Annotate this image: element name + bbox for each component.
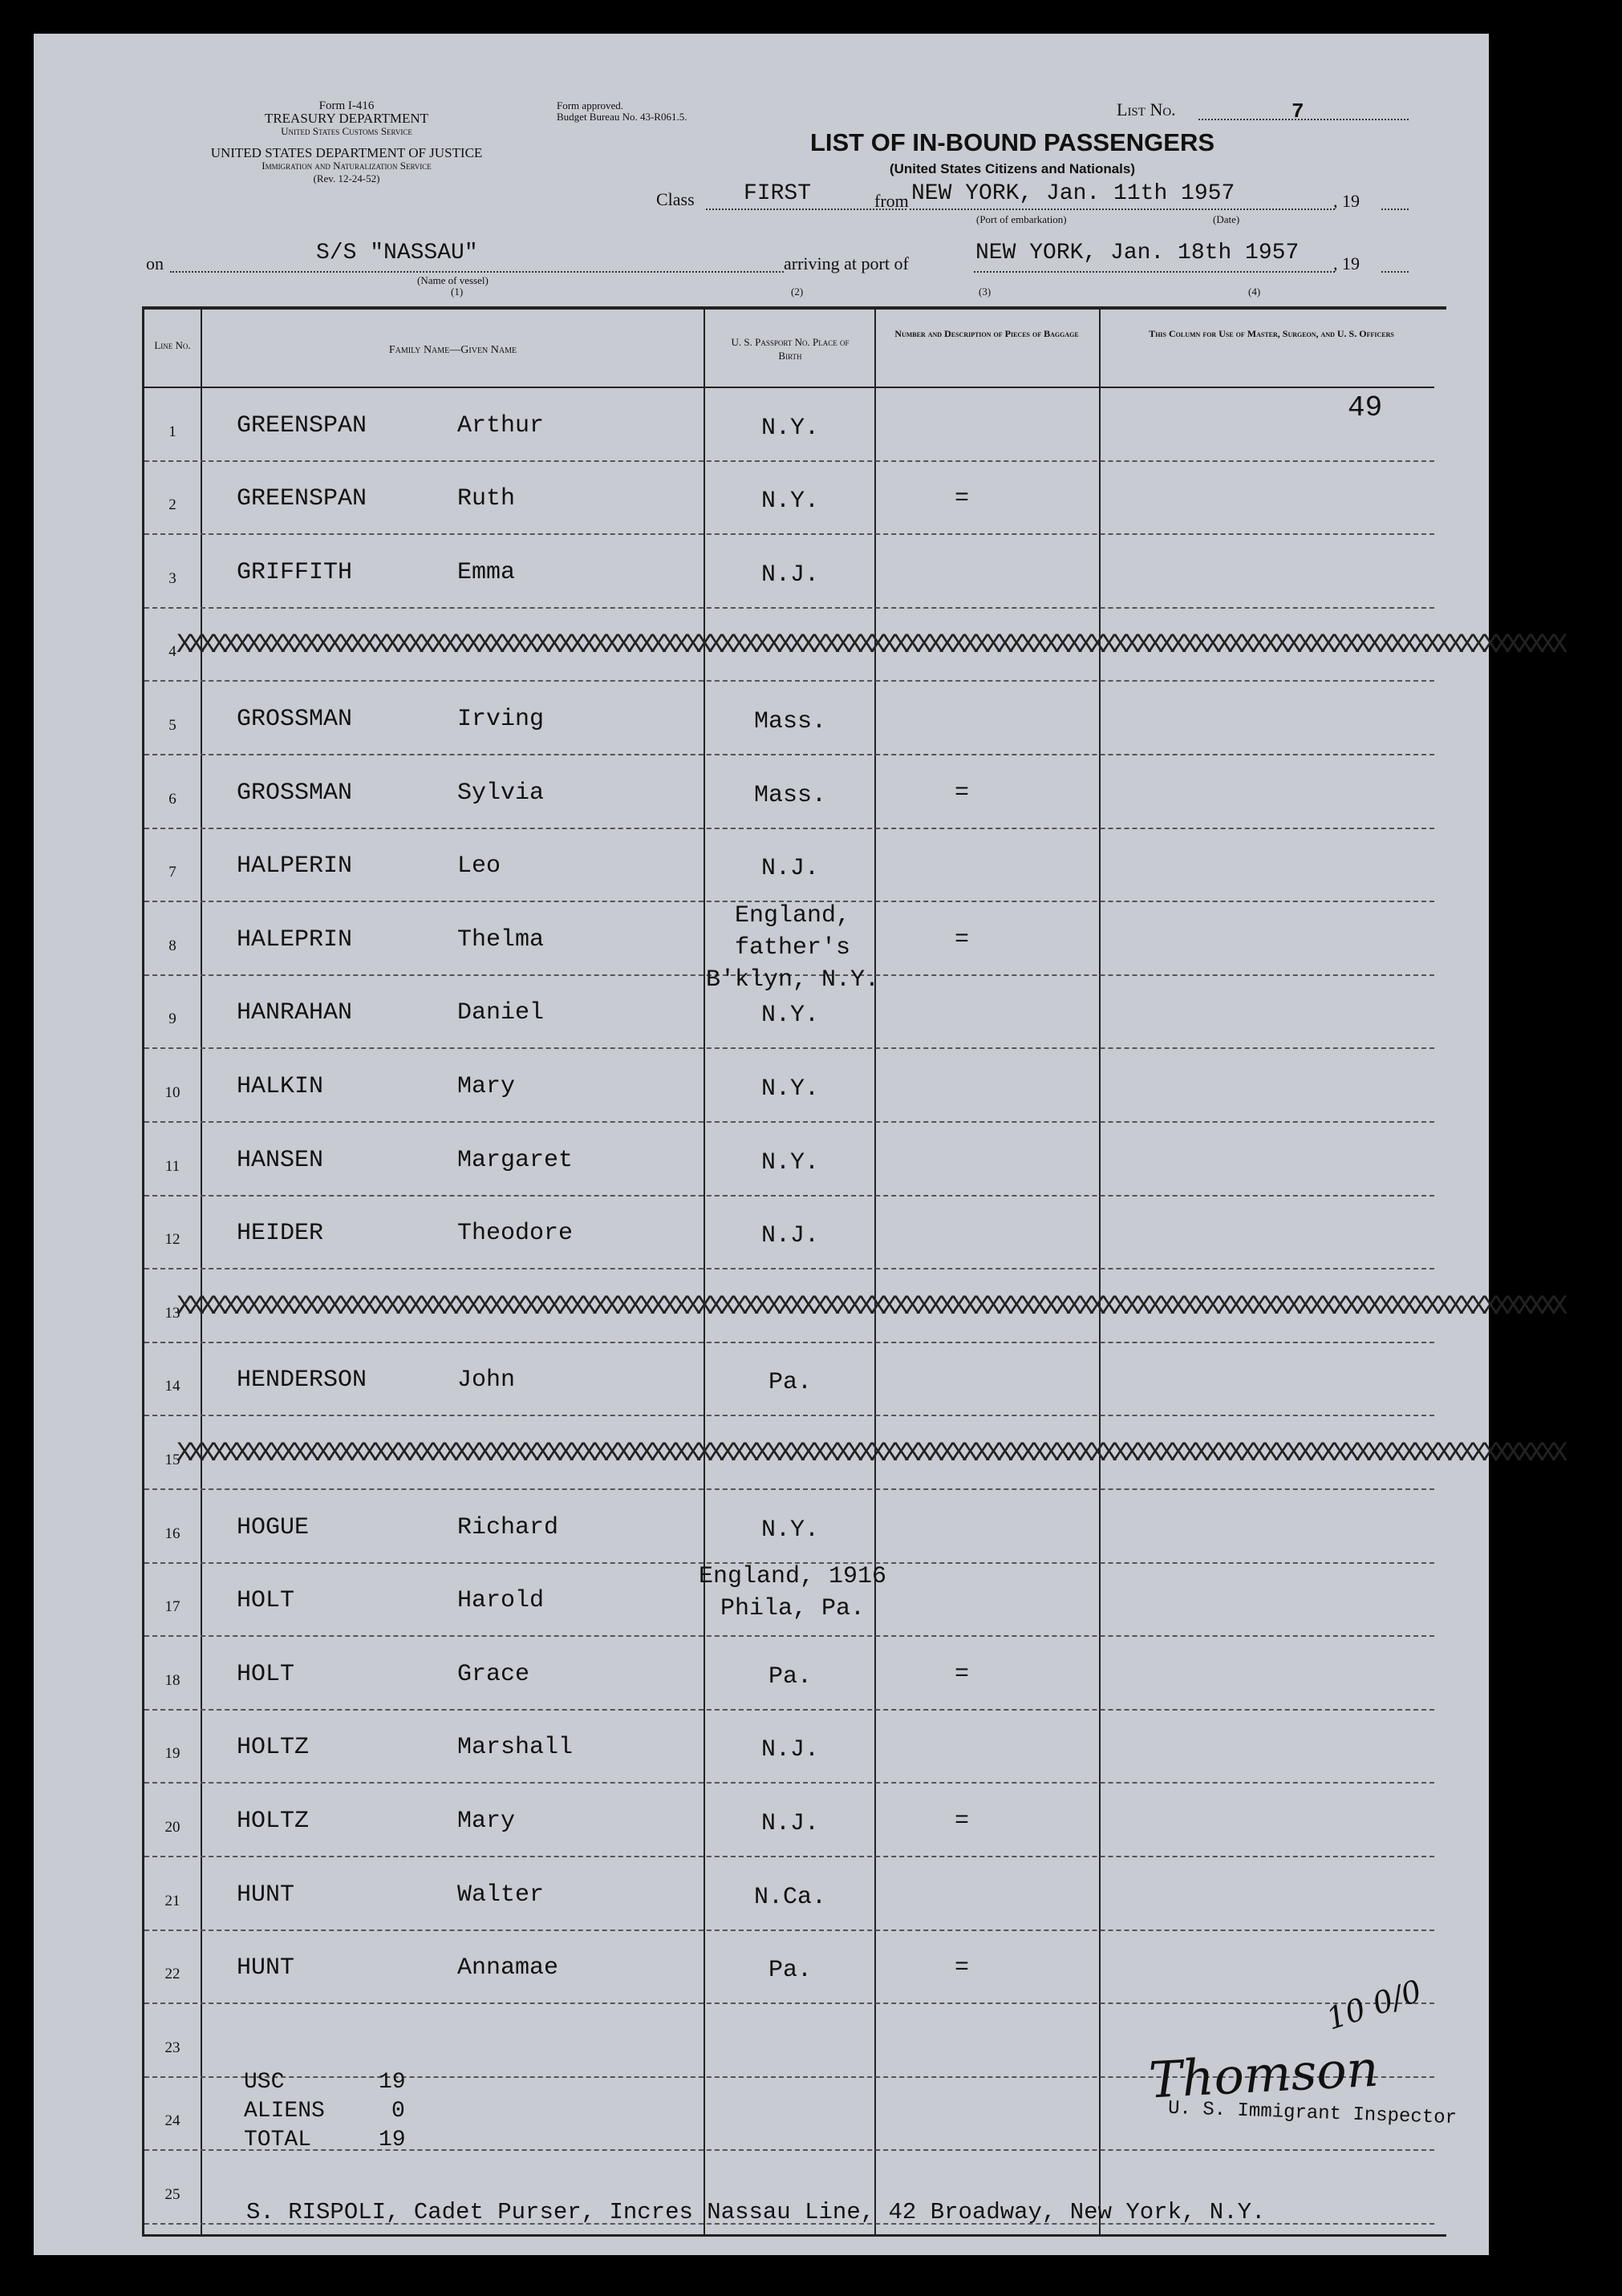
struck-out-entry: XXXXXXXXXXXXXXXXXXXXXXXXXXXXXXXXXXXXXXXXXXXXXXXXXXXXXXXXXXXXXXXXXXXXXXXXXXXXXXXXXXXXXXXXXXXXXXXXXXXXXXXXXXXXXXXXXXXXXXXX bbox=[176, 1438, 1563, 1469]
family-name: HANRAHAN bbox=[237, 999, 353, 1027]
place-of-birth: N.Y. bbox=[760, 1148, 819, 1176]
line-number: 12 bbox=[164, 1231, 180, 1249]
family-name: HALKIN bbox=[237, 1072, 324, 1100]
family-name: HALPERIN bbox=[237, 852, 353, 881]
table-row bbox=[144, 1269, 1563, 1343]
from-label: from bbox=[874, 191, 909, 211]
form-number: Form I-416 bbox=[318, 99, 375, 112]
place-of-birth: N.Y. bbox=[760, 488, 819, 516]
form-approved: Form approved. bbox=[557, 99, 624, 111]
place-of-birth: England, 1916 Phila, Pa. bbox=[698, 1563, 887, 1623]
given-name: Thelma bbox=[457, 925, 545, 954]
line-number: 7 bbox=[168, 864, 176, 881]
struck-out-entry: XXXXXXXXXXXXXXXXXXXXXXXXXXXXXXXXXXXXXXXXXXXXXXXXXXXXXXXXXXXXXXXXXXXXXXXXXXXXXXXXXXXXXXXXXXXXXXXXXXXXXXXXXXXXXXXXXXXXXXXX bbox=[176, 630, 1563, 662]
line-number: 15 bbox=[164, 1451, 180, 1468]
manifest-sheet bbox=[34, 34, 1563, 2255]
aliens-label: ALIENS bbox=[244, 2099, 325, 2124]
table-row bbox=[144, 609, 1563, 682]
given-name: Irving bbox=[457, 705, 545, 733]
given-name: Mary bbox=[457, 1807, 516, 1835]
line-number: 9 bbox=[168, 1010, 176, 1028]
family-name: HOLT bbox=[237, 1587, 295, 1615]
list-no-label: List No. bbox=[1117, 99, 1176, 119]
line-number: 5 bbox=[168, 716, 176, 734]
budget-bureau: Budget Bureau No. 43-R061.5. bbox=[557, 111, 687, 123]
table-row bbox=[144, 1784, 1434, 1857]
place-of-birth: N.J. bbox=[760, 1222, 819, 1250]
dept-treasury: TREASURY DEPARTMENT bbox=[264, 111, 429, 126]
line-number: 3 bbox=[168, 569, 176, 587]
table-row bbox=[144, 1197, 1434, 1270]
given-name: Margaret bbox=[457, 1146, 574, 1174]
port-embark-caption: (Port of embarkation) bbox=[976, 213, 1067, 225]
place-of-birth: N.Ca. bbox=[753, 1883, 826, 1911]
table-row bbox=[144, 682, 1434, 755]
class-value: FIRST bbox=[744, 181, 812, 206]
table-row bbox=[144, 1416, 1563, 1490]
col1-number: (1) bbox=[451, 285, 464, 298]
struck-out-entry: XXXXXXXXXXXXXXXXXXXXXXXXXXXXXXXXXXXXXXXXXXXXXXXXXXXXXXXXXXXXXXXXXXXXXXXXXXXXXXXXXXXXXXXXXXXXXXXXXXXXXXXXXXXXXXXXXXXXXXXX bbox=[176, 1291, 1563, 1322]
family-name: HOLTZ bbox=[237, 1734, 310, 1762]
given-name: Mary bbox=[457, 1072, 516, 1100]
line-number: 16 bbox=[164, 1525, 180, 1542]
place-of-birth: Pa. bbox=[768, 1662, 812, 1691]
family-name: HALEPRIN bbox=[237, 925, 353, 954]
place-of-birth: N.J. bbox=[760, 561, 819, 589]
col4-number: (4) bbox=[1248, 285, 1261, 298]
family-name: HUNT bbox=[237, 1881, 295, 1909]
from-value: NEW YORK, Jan. 11th 1957 bbox=[911, 181, 1235, 206]
vessel-caption: (Name of vessel) bbox=[417, 274, 489, 286]
given-name: Emma bbox=[457, 558, 516, 586]
given-name: Arthur bbox=[457, 411, 545, 439]
family-name: HEIDER bbox=[237, 1220, 324, 1248]
place-of-birth: N.Y. bbox=[760, 1075, 819, 1103]
family-name: HOGUE bbox=[237, 1513, 310, 1541]
place-of-birth: N.J. bbox=[760, 855, 819, 883]
page-title: LIST OF IN-BOUND PASSENGERS bbox=[809, 128, 1215, 156]
usc-value: 19 bbox=[379, 2070, 406, 2095]
col-header-passport: U. S. Passport No. Place of Birth bbox=[731, 336, 850, 362]
form-revision: (Rev. 12-24-52) bbox=[313, 172, 380, 184]
place-of-birth: Pa. bbox=[768, 1957, 812, 1985]
given-name: Ruth bbox=[457, 485, 516, 513]
family-name: HUNT bbox=[237, 1954, 295, 1982]
on-label: on bbox=[146, 253, 164, 273]
col3-number: (3) bbox=[979, 285, 991, 298]
family-name: GREENSPAN bbox=[237, 411, 367, 439]
line-number: 6 bbox=[168, 790, 176, 808]
from-line bbox=[910, 209, 1335, 210]
arriving-label: arriving at port of bbox=[784, 253, 909, 273]
family-name: HENDERSON bbox=[237, 1367, 367, 1395]
line-number: 14 bbox=[164, 1378, 180, 1395]
aliens-value: 0 bbox=[391, 2099, 405, 2124]
table-row bbox=[144, 388, 1434, 462]
arriving-year-line bbox=[1381, 271, 1409, 273]
given-name: Harold bbox=[457, 1587, 545, 1615]
place-of-birth: N.J. bbox=[760, 1736, 819, 1764]
table-row bbox=[144, 976, 1434, 1050]
table-row bbox=[144, 1564, 1434, 1638]
table-row bbox=[144, 1711, 1434, 1784]
family-name: GROSSMAN bbox=[237, 705, 353, 733]
purser-line: S. RISPOLI, Cadet Purser, Incres Nassau Line, 42 Broadway, New York, N.Y. bbox=[246, 2199, 1266, 2225]
line-number: 22 bbox=[164, 1966, 180, 1983]
given-name: Theodore bbox=[457, 1220, 574, 1248]
line-number: 17 bbox=[164, 1598, 180, 1616]
date-caption: (Date) bbox=[1213, 213, 1240, 225]
given-name: Leo bbox=[457, 852, 501, 881]
table-row bbox=[144, 1343, 1434, 1417]
place-of-birth: N.Y. bbox=[760, 1002, 819, 1030]
baggage-mark: = bbox=[955, 779, 970, 807]
baggage-mark: = bbox=[955, 925, 970, 954]
family-name: GROSSMAN bbox=[237, 779, 353, 807]
place-of-birth: Pa. bbox=[768, 1369, 812, 1397]
margin-note: 10 0/0 bbox=[1322, 1973, 1426, 2037]
col2-number: (2) bbox=[791, 285, 804, 298]
given-name: Annamae bbox=[457, 1954, 559, 1982]
from-year-line bbox=[1381, 209, 1409, 210]
table-row bbox=[144, 1490, 1434, 1564]
col-header-name: Family Name—Given Name bbox=[388, 344, 517, 356]
total-label: TOTAL bbox=[244, 2128, 312, 2152]
given-name: Walter bbox=[457, 1881, 545, 1909]
given-name: Daniel bbox=[457, 999, 545, 1027]
family-name: HOLT bbox=[237, 1660, 295, 1688]
table-row bbox=[144, 462, 1434, 536]
line-number: 10 bbox=[164, 1083, 180, 1101]
line-number: 20 bbox=[164, 1818, 180, 1836]
class-label: Class bbox=[656, 189, 695, 209]
dept-treasury-sub: United States Customs Service bbox=[281, 125, 412, 137]
table-row bbox=[144, 1123, 1434, 1197]
family-name: GRIFFITH bbox=[237, 558, 353, 586]
given-name: Sylvia bbox=[457, 779, 545, 807]
officer-note: 49 bbox=[1348, 391, 1383, 424]
table-row bbox=[144, 829, 1434, 903]
place-of-birth: Mass. bbox=[753, 707, 826, 735]
given-name: John bbox=[457, 1367, 516, 1395]
usc-label: USC bbox=[244, 2070, 285, 2095]
arriving-year: , 19 bbox=[1333, 253, 1360, 273]
col-header-officers: This Column for Use of Master, Surgeon, and U. S. Officers bbox=[1149, 328, 1394, 339]
line-number: 1 bbox=[168, 423, 176, 440]
inspector-title: U. S. Immigrant Inspector bbox=[1167, 2097, 1458, 2130]
from-year: , 19 bbox=[1333, 191, 1360, 211]
table-row bbox=[144, 1857, 1434, 1931]
family-name: HOLTZ bbox=[237, 1807, 310, 1835]
given-name: Richard bbox=[457, 1513, 559, 1541]
table-row bbox=[144, 1931, 1434, 2005]
place-of-birth: England, father's B'klyn, N.Y. bbox=[705, 901, 880, 994]
line-number: 2 bbox=[168, 496, 176, 514]
line-number: 24 bbox=[164, 2112, 180, 2130]
baggage-mark: = bbox=[955, 485, 970, 513]
line-number: 25 bbox=[164, 2185, 180, 2203]
family-name: HANSEN bbox=[237, 1146, 324, 1174]
place-of-birth: N.Y. bbox=[760, 1516, 819, 1544]
place-of-birth: N.J. bbox=[760, 1809, 819, 1837]
line-number: 21 bbox=[164, 1892, 180, 1909]
line-number: 18 bbox=[164, 1671, 180, 1689]
line-number: 23 bbox=[164, 2039, 180, 2056]
place-of-birth: Mass. bbox=[753, 781, 826, 809]
family-name: GREENSPAN bbox=[237, 485, 367, 513]
vessel-line bbox=[170, 271, 784, 273]
col-header-baggage: Number and Description of Pieces of Baggage bbox=[894, 328, 1079, 339]
inspector-signature: Thomson bbox=[1147, 2039, 1381, 2110]
arriving-line bbox=[974, 271, 1335, 273]
table-row bbox=[144, 535, 1434, 609]
line-number: 13 bbox=[164, 1304, 180, 1322]
total-value: 19 bbox=[379, 2128, 406, 2152]
line-number: 19 bbox=[164, 1745, 180, 1763]
col-header-line: Line No. bbox=[154, 339, 191, 351]
given-name: Marshall bbox=[457, 1734, 574, 1762]
dept-justice: UNITED STATES DEPARTMENT OF JUSTICE bbox=[210, 145, 483, 160]
baggage-mark: = bbox=[955, 1954, 970, 1982]
table-row bbox=[144, 755, 1434, 829]
list-no-value: 7 bbox=[1292, 99, 1304, 124]
dept-justice-sub: Immigration and Naturalization Service bbox=[262, 160, 432, 172]
line-number: 11 bbox=[164, 1157, 180, 1175]
line-number: 4 bbox=[168, 643, 176, 661]
table-row bbox=[144, 901, 1434, 994]
line-number: 8 bbox=[168, 937, 176, 954]
baggage-mark: = bbox=[955, 1807, 970, 1835]
place-of-birth: N.Y. bbox=[760, 414, 819, 442]
passenger-table bbox=[142, 306, 1563, 2237]
table-row bbox=[144, 1637, 1434, 1711]
baggage-mark: = bbox=[955, 1660, 970, 1688]
vessel-name: S/S "NASSAU" bbox=[316, 241, 478, 265]
given-name: Grace bbox=[457, 1660, 530, 1688]
arriving-value: NEW YORK, Jan. 18th 1957 bbox=[975, 241, 1300, 265]
page-subtitle: (United States Citizens and Nationals) bbox=[889, 161, 1136, 176]
table-row bbox=[144, 1049, 1434, 1123]
